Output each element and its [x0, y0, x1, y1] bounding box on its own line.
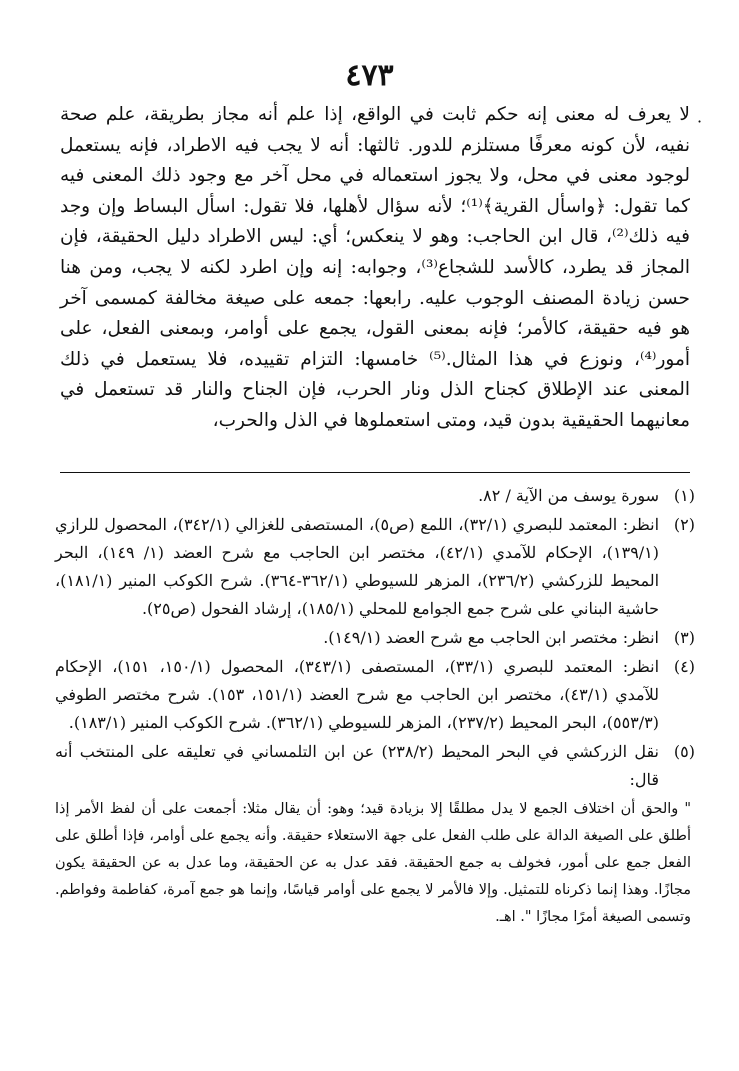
- footnote-text: انظر: المعتمد للبصري (٣٢/١)، اللمع (ص٥)، المستصفى للغزالي (٣٤٢/١)، المحصول للرازي (١٣٩/١)، الإحكام للآمدي (٤٢/١)، مختصر ابن الحاجب مع شرح العضد (١/ ١٤٩)، البحر المحيط للزركشي (٢٣٦/٢)، المزهر للسيوطي (٣٦٢/١-٣٦٤). شرح الكوكب المنير (١٨١/١)، حاشية البناني على شرح جمع الجوامع للمحلي (١٨٥/١)، إرشاد الفحول (ص٢٥).: [55, 515, 660, 618]
- footnote-text: سورة يوسف من الآية / ٨٢.: [478, 486, 659, 505]
- footnote-number: (٣): [673, 628, 695, 647]
- footnote-4: [55, 653, 695, 737]
- footnote-number: (٢): [673, 515, 695, 534]
- footnote-text: نقل الزركشي في البحر المحيط (٢٣٨/٢) عن ابن التلمساني في تعليقه على المنتخب أنه قال:: [55, 742, 659, 789]
- footnote-1: [55, 482, 695, 510]
- footnote-number: (١): [673, 486, 695, 505]
- main-body-text: لا يعرف له معنى إنه حكم ثابت في الواقع، إذا علم أنه مجاز بطريقة، علم صحة نفيه، لأن كونه معرفًا مستلزم للدور. ثالثها: أنه لا يجب فيه الاطراد، فإنه يستعمل لوجود معنى في محل، ولا يجوز استعماله في محل آخر مع وجود ذلك المعنى فيه كما تقول: ﴿واسأل القرية﴾⁽¹⁾؛ لأنه سؤال لأهلها، فلا تقول: اسأل البساط وإن وجد فيه ذلك⁽²⁾، قال ابن الحاجب: وهو لا ينعكس؛ أي: ليس الاطراد دليل الحقيقة، فإن المجاز قد يطرد، كالأسد للشجاع⁽³⁾، وجوابه: إنه وإن اطرد لكنه لا يجب، ومن هنا حسن زيادة المصنف الوجوب عليه. رابعها: جمعه على صيغة مخالفة كمسمى آخر هو فيه حقيقة، كالأمر؛ فإنه بمعنى القول، يجمع على أوامر، وبمعنى الفعل، على أمور⁽⁴⁾، ونوزع في هذا المثال.⁽⁵⁾ خامسها: التزام تقييده، فلا يستعمل في ذلك المعنى عند الإطلاق كجناح الذل ونار الحرب، فإن الجناح والنار قد تستعمل في معانيهما الحقيقية بدون قيد، ومتى استعملوها في الذل والحرب،: [60, 104, 691, 431]
- page-number: ٤٧٣: [345, 58, 394, 93]
- footnote-5-quotation: " والحق أن اختلاف الجمع لا يدل مطلقًا إلا بزيادة قيد؛ وهو: أن يقال مثلا: أجمعت على أن لفظ الأمر إذا أطلق على الصيغة الدالة على طلب الفعل على جهة الاستعلاء حقيقة. وأنه يجمع على أوامر، فإذا أطلق على الفعل جمع على أمور، فخولف به جمع الحقيقة. فقد عدل به عن الحقيقة، وما عدل به عن الحقيقة يكون مجازًا. وهذا إنما ذكرناه للتمثيل. وإلا فالأمر لا يجمع على أوامر قياسًا، وإنما هو جمع آمرة، كفاطمة وفواطم. وتسمى الصيغة أمرًا مجازًا ". اهـ.: [55, 801, 691, 925]
- footnote-5: [55, 738, 695, 794]
- footnotes-section: [55, 482, 695, 931]
- footnote-text: انظر: المعتمد للبصري (٣٣/١)، المستصفى (٣٤٣/١)، المحصول (١٥٠/١، ١٥١)، الإحكام للآمدي (٤٣/١)، مختصر ابن الحاجب مع شرح العضد (١٥١/١، ١٥٣). شرح مختصر الطوفي (٥٥٣/٣)، البحر المحيط (٢٣٧/٢)، المزهر للسيوطي (٣٦٢/١). شرح الكوكب المنير (١٨٣/١).: [55, 657, 660, 732]
- footnote-divider: [60, 472, 690, 473]
- footnote-2: [55, 511, 695, 623]
- footnote-3: [55, 624, 695, 652]
- footnote-number: (٤): [673, 657, 695, 676]
- footnote-text: انظر: مختصر ابن الحاجب مع شرح العضد (١٤٩/١).: [323, 628, 659, 647]
- footnote-number: (٥): [673, 742, 695, 761]
- margin-bullet-mark: ·: [697, 112, 703, 131]
